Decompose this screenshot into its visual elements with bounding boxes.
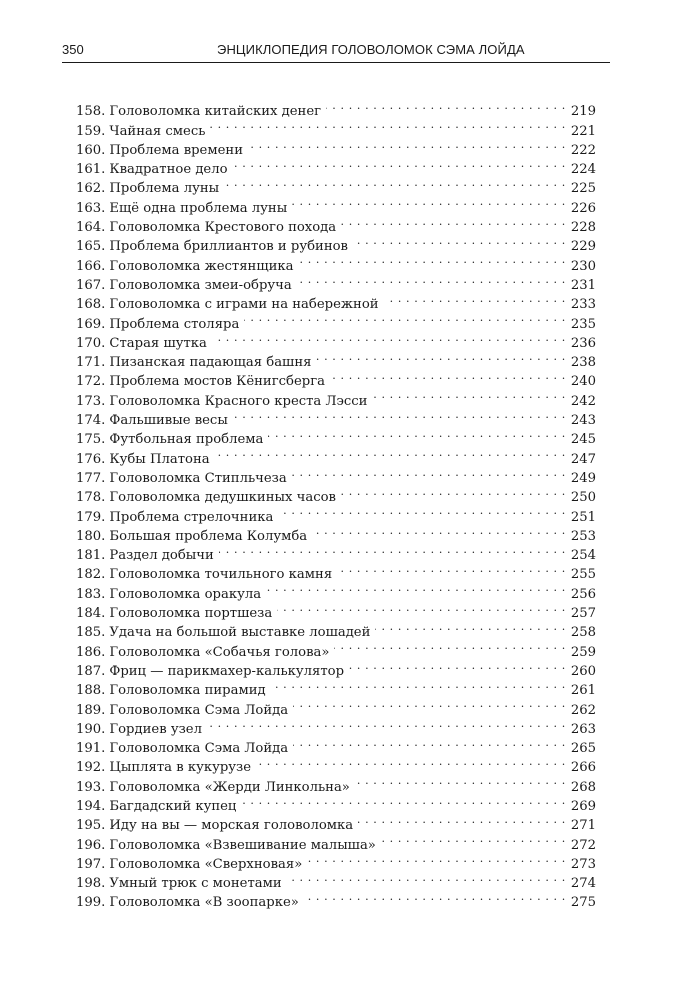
toc-entry-page: 225 <box>570 181 596 197</box>
toc-entry-number: 161. <box>76 162 106 178</box>
toc-entry-title: Гордиев узел <box>109 721 202 737</box>
toc-entry-number: 197. <box>76 856 106 872</box>
toc-entry-title: Большая проблема Колумба <box>109 528 308 544</box>
toc-entry-title: Головоломка змеи-обруча <box>109 277 292 293</box>
toc-entry-page: 259 <box>570 644 596 660</box>
toc-entry-number: 162. <box>76 181 106 197</box>
toc-entry-number: 187. <box>76 663 106 679</box>
toc-entry-title: Головоломка «Собачья голова» <box>109 644 330 660</box>
dot-leader <box>358 810 566 829</box>
dot-leader <box>297 270 566 289</box>
toc-entry-title: Головоломка оракула <box>109 586 262 602</box>
dot-leader <box>266 578 566 597</box>
dot-leader <box>268 424 565 443</box>
dot-leader <box>207 714 566 733</box>
dot-leader <box>316 347 565 366</box>
toc-entry-number: 188. <box>76 683 106 699</box>
toc-entry-page: 263 <box>570 721 596 737</box>
dot-leader <box>210 115 565 134</box>
toc-entry-page: 224 <box>570 162 596 178</box>
dot-leader <box>248 135 566 154</box>
toc-entry-title: Головоломка «Сверхновая» <box>109 856 303 872</box>
toc-entry-title: Головоломка Сэма Лойда <box>109 741 289 757</box>
dot-leader <box>271 675 566 694</box>
dot-leader <box>337 559 566 578</box>
toc-entry-page: 254 <box>570 548 596 564</box>
dot-leader <box>375 617 565 636</box>
dot-leader <box>256 752 566 771</box>
toc-entry-page: 233 <box>570 297 596 313</box>
toc-entry-number: 159. <box>76 123 106 139</box>
dot-leader <box>355 771 566 790</box>
toc-entry-number: 186. <box>76 644 106 660</box>
toc-entry-page: 258 <box>570 625 596 641</box>
dot-leader <box>215 443 566 462</box>
toc-entry-number: 191. <box>76 741 106 757</box>
toc-entry-number: 176. <box>76 451 106 467</box>
toc-entry-number: 173. <box>76 393 106 409</box>
toc-entry-title: Чайная смесь <box>109 123 206 139</box>
toc-entry-page: 274 <box>570 876 596 892</box>
dot-leader <box>212 328 566 347</box>
toc-entry-number: 190. <box>76 721 106 737</box>
dot-leader <box>241 791 565 810</box>
dot-leader <box>334 636 565 655</box>
toc-entry-page: 221 <box>570 123 596 139</box>
toc-entry-title: Проблема стрелочника <box>109 509 274 525</box>
toc-entry-title: Проблема времени <box>109 142 244 158</box>
toc-entry-title: Головоломка «Жерди Линкольна» <box>109 779 350 795</box>
toc-entry-title: Раздел добычи <box>109 548 214 564</box>
toc-entry-number: 180. <box>76 528 106 544</box>
dot-leader <box>292 192 566 211</box>
toc-entry-number: 189. <box>76 702 106 718</box>
toc-entry-number: 198. <box>76 876 106 892</box>
toc-entry-title: Головоломка жестянщика <box>109 258 294 274</box>
toc-entry-title: Проблема луны <box>109 181 220 197</box>
toc-entry-page: 250 <box>570 490 596 506</box>
toc-entry-title: Головоломка с играми на набережной <box>109 297 379 313</box>
toc-entry-title: Фриц — парикмахер-калькулятор <box>109 663 345 679</box>
toc-entry-page: 245 <box>570 432 596 448</box>
running-header <box>62 40 610 63</box>
toc-entry-title: Головоломка Стипльчеза <box>109 470 287 486</box>
toc-entry-number: 171. <box>76 355 106 371</box>
toc-entry-page: 219 <box>570 104 596 120</box>
toc-entry-number: 163. <box>76 200 106 216</box>
toc-entry-number: 160. <box>76 142 106 158</box>
toc-entry-title: Иду на вы — морская головоломка <box>109 818 354 834</box>
toc-entry-page: 228 <box>570 220 596 236</box>
toc-entry-number: 174. <box>76 413 106 429</box>
dot-leader <box>384 289 566 308</box>
toc-entry-number: 185. <box>76 625 106 641</box>
toc-entry-number: 199. <box>76 895 106 911</box>
toc-entry-number: 192. <box>76 760 106 776</box>
toc-entry-title: Головоломка Красного креста Лэсси <box>109 393 368 409</box>
toc-entry-page: 235 <box>570 316 596 332</box>
toc-entry-title: Головоломка дедушкиных часов <box>109 490 336 506</box>
toc-entry-page: 257 <box>570 606 596 622</box>
toc-entry <box>76 96 596 120</box>
dot-leader <box>278 501 565 520</box>
page-number: 350 <box>62 42 84 57</box>
toc-entry-number: 167. <box>76 277 106 293</box>
dot-leader <box>307 849 566 868</box>
dot-leader <box>287 868 566 887</box>
toc-entry-page: 255 <box>570 567 596 583</box>
toc-entry-number: 165. <box>76 239 106 255</box>
toc-entry-page: 247 <box>570 451 596 467</box>
toc-entry-title: Футбольная проблема <box>109 432 264 448</box>
toc-entry-title: Багдадский купец <box>109 798 237 814</box>
dot-leader <box>341 482 566 501</box>
toc-entry-number: 178. <box>76 490 106 506</box>
toc-entry-page: 265 <box>570 741 596 757</box>
dot-leader <box>293 694 566 713</box>
toc-entry-title: Головоломка пирамид <box>109 683 266 699</box>
toc-entry-page: 243 <box>570 413 596 429</box>
toc-entry-page: 271 <box>570 818 596 834</box>
table-of-contents <box>76 96 596 911</box>
dot-leader <box>304 887 566 906</box>
dot-leader <box>233 154 566 173</box>
dot-leader <box>233 405 566 424</box>
toc-entry-page: 266 <box>570 760 596 776</box>
toc-entry-number: 164. <box>76 220 106 236</box>
toc-entry-title: Проблема мостов Кёнигсберга <box>109 374 325 390</box>
dot-leader <box>326 96 566 115</box>
dot-leader <box>219 540 566 559</box>
dot-leader <box>353 231 566 250</box>
toc-entry-title: Кубы Платона <box>109 451 210 467</box>
toc-entry-number: 158. <box>76 104 106 120</box>
toc-entry-page: 249 <box>570 470 596 486</box>
dot-leader <box>372 385 565 404</box>
toc-entry-number: 172. <box>76 374 106 390</box>
toc-entry-number: 177. <box>76 470 106 486</box>
toc-entry-page: 268 <box>570 779 596 795</box>
toc-entry-number: 195. <box>76 818 106 834</box>
toc-entry-title: Головоломка точильного камня <box>109 567 333 583</box>
dot-leader <box>312 521 566 540</box>
toc-entry-title: Умный трюк с монетами <box>109 876 282 892</box>
dot-leader <box>244 308 566 327</box>
toc-entry-title: Проблема столяра <box>109 316 240 332</box>
toc-entry-page: 230 <box>570 258 596 274</box>
dot-leader <box>293 733 566 752</box>
dot-leader <box>341 212 566 231</box>
toc-entry-title: Квадратное дело <box>109 162 228 178</box>
toc-entry-title: Головоломка Крестового похода <box>109 220 337 236</box>
toc-entry-title: Головоломка Сэма Лойда <box>109 702 289 718</box>
toc-entry-number: 175. <box>76 432 106 448</box>
toc-entry-page: 236 <box>570 335 596 351</box>
toc-entry-page: 272 <box>570 837 596 853</box>
toc-entry-title: Ещё одна проблема луны <box>109 200 288 216</box>
toc-entry-page: 256 <box>570 586 596 602</box>
toc-entry-title: Цыплята в кукурузе <box>109 760 252 776</box>
dot-leader <box>292 463 566 482</box>
toc-entry-page: 251 <box>570 509 596 525</box>
toc-entry-page: 261 <box>570 683 596 699</box>
toc-entry-title: Головоломка «В зоопарке» <box>109 895 299 911</box>
dot-leader <box>349 656 566 675</box>
toc-entry-page: 238 <box>570 355 596 371</box>
toc-entry-page: 229 <box>570 239 596 255</box>
toc-entry-number: 196. <box>76 837 106 853</box>
toc-entry-page: 273 <box>570 856 596 872</box>
toc-entry-number: 182. <box>76 567 106 583</box>
toc-entry-title: Фальшивые весы <box>109 413 228 429</box>
toc-entry-number: 181. <box>76 548 106 564</box>
toc-entry-title: Головоломка китайских денег <box>109 104 322 120</box>
toc-entry-title: Пизанская падающая башня <box>109 355 312 371</box>
toc-entry-number: 169. <box>76 316 106 332</box>
running-title: ЭНЦИКЛОПЕДИЯ ГОЛОВОЛОМОК СЭМА ЛОЙДА <box>217 42 525 57</box>
toc-entry-page: 260 <box>570 663 596 679</box>
dot-leader <box>224 173 566 192</box>
toc-entry-number: 193. <box>76 779 106 795</box>
toc-entry-page: 226 <box>570 200 596 216</box>
toc-entry-number: 170. <box>76 335 106 351</box>
toc-entry-page: 269 <box>570 798 596 814</box>
toc-entry-title: Старая шутка <box>109 335 207 351</box>
toc-entry-page: 275 <box>570 895 596 911</box>
toc-entry-title: Проблема бриллиантов и рубинов <box>109 239 348 255</box>
toc-entry-number: 166. <box>76 258 106 274</box>
toc-entry-page: 231 <box>570 277 596 293</box>
toc-entry-number: 179. <box>76 509 106 525</box>
toc-entry-page: 240 <box>570 374 596 390</box>
toc-entry-title: Удача на большой выставке лошадей <box>109 625 371 641</box>
toc-entry-page: 242 <box>570 393 596 409</box>
dot-leader <box>298 250 565 269</box>
toc-entry-title: Головоломка портшеза <box>109 606 273 622</box>
toc-entry-number: 194. <box>76 798 106 814</box>
dot-leader <box>330 366 566 385</box>
dot-leader <box>381 829 566 848</box>
toc-entry-number: 183. <box>76 586 106 602</box>
toc-entry-number: 168. <box>76 297 106 313</box>
dot-leader <box>277 598 566 617</box>
toc-entry-page: 262 <box>570 702 596 718</box>
toc-entry-page: 222 <box>570 142 596 158</box>
toc-entry-number: 184. <box>76 606 106 622</box>
toc-entry-title: Головоломка «Взвешивание малыша» <box>109 837 376 853</box>
toc-entry-page: 253 <box>570 528 596 544</box>
